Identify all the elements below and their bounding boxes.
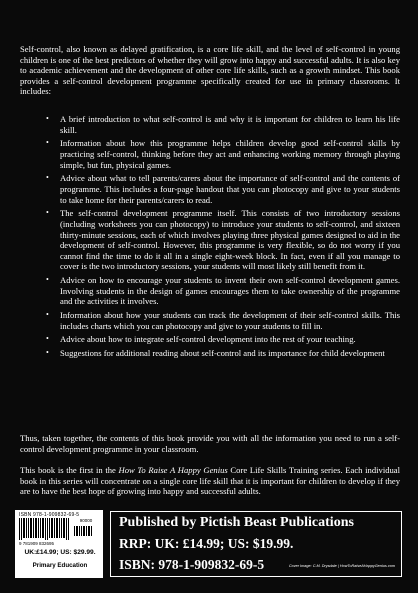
barcode-addon bbox=[73, 518, 99, 532]
list-item bbox=[20, 208, 400, 272]
list-item bbox=[20, 334, 400, 345]
series-text-before: This book is the first in the bbox=[20, 465, 119, 475]
intro-paragraph: Self-control, also known as delayed gratification, is a core life skill, and the level of self-control in young children is one of the best predictors of whether they will grow into happy and successful adults. It is also key to academic achievement and the development of other core life skills, such as a growth mindset. This book provides a self-control development programme specifically created for use in primary classrooms. It includes: bbox=[20, 44, 400, 97]
contents-list bbox=[20, 114, 400, 362]
list-item bbox=[20, 173, 400, 205]
publisher-isbn: ISBN: 978-1-909832-69-5 bbox=[119, 557, 265, 572]
series-title: How To Raise A Happy Genius bbox=[118, 465, 228, 475]
bullet-icon: • bbox=[46, 114, 49, 123]
series-paragraph bbox=[20, 465, 400, 497]
bullet-icon: • bbox=[46, 310, 49, 320]
barcode-digits: 9 781909 832695 bbox=[19, 541, 55, 546]
barcode-price: UK:£14.99; US: $29.99. bbox=[24, 549, 96, 556]
closing-paragraph: Thus, taken together, the contents of this book provide you with all the information you need to run a self-control development programme in your classroom. bbox=[20, 433, 400, 454]
barcode-addon-code: 90000 bbox=[79, 518, 93, 523]
barcode-addon-icon bbox=[73, 526, 95, 536]
bullet-icon: • bbox=[46, 208, 49, 218]
series-text-after: Core Life Skills Training series. Each individual book in this series will concentrate on a single core life skill that it is important for children to develop if they are to have the best hope of growing into happy and successful adults. bbox=[20, 465, 401, 497]
bullet-icon: • bbox=[46, 348, 49, 358]
audience-label: Primary Education bbox=[32, 562, 88, 569]
list-item bbox=[20, 138, 400, 170]
bullet-icon: • bbox=[46, 173, 49, 183]
publisher-title: Published by Pictish Beast Publications bbox=[119, 515, 354, 530]
publisher-rrp: RRP: UK: £14.99; US: $19.99. bbox=[119, 536, 294, 551]
publisher-panel bbox=[110, 511, 402, 577]
list-item-text: Information about how this programme helps children develop good self-control skills by practicing self-control, thinking before they act and enhancing working memory through playing simple, but fun, physical games. bbox=[60, 138, 400, 170]
list-item-text: The self-control development programme itself. This consists of two introductory sessions (including worksheets you can photocopy) to introduce your students to self-control, and sixteen thirty-minute sessions, each of which involves playing three physical games designed to aid in the development of self-control. However, this programme is very flexible, so do not worry if you cannot find the time to do it all in a single eight-week block. In fact, even if all you manage to cover is the two introductory sessions, your students will most likely still benefit from it. bbox=[60, 208, 400, 272]
list-item-text: Advice about what to tell parents/carers about the importance of self-control and the contents of programme. This includes a four-page handout that you can photocopy and give to your students to take home for their parents/carers to read. bbox=[60, 173, 400, 205]
list-item-text: Advice on how to encourage your students to invent their own self-control development games. Involving students in the design of games encourages them to take ownership of the programme and the activities it involves. bbox=[60, 275, 400, 307]
list-item bbox=[20, 275, 400, 307]
bullet-icon: • bbox=[46, 275, 49, 285]
list-item-text: Information about how your students can track the development of their self-control skills. This includes charts which you can photocopy and give to your students to fill in. bbox=[60, 310, 400, 331]
bullet-icon: • bbox=[46, 138, 49, 148]
list-item bbox=[20, 348, 400, 359]
list-item bbox=[20, 310, 400, 331]
barcode-isbn-text: ISBN 978-1-909832-69-5 bbox=[19, 512, 80, 518]
list-item-text: Suggestions for additional reading about self-control and its importance for child development bbox=[60, 348, 385, 359]
barcode-panel bbox=[15, 510, 103, 578]
list-item-text: Advice about how to integrate self-control development into the rest of your teaching. bbox=[60, 334, 356, 345]
bullet-icon: • bbox=[46, 334, 49, 344]
cover-credit: Cover Image: C.M. Drysdale | HowToRaiseAHappyGenius.com bbox=[288, 564, 395, 568]
list-item bbox=[20, 114, 400, 135]
list-item-text: A brief introduction to what self-control is and why it is important for children to learn his life skill. bbox=[60, 114, 400, 135]
